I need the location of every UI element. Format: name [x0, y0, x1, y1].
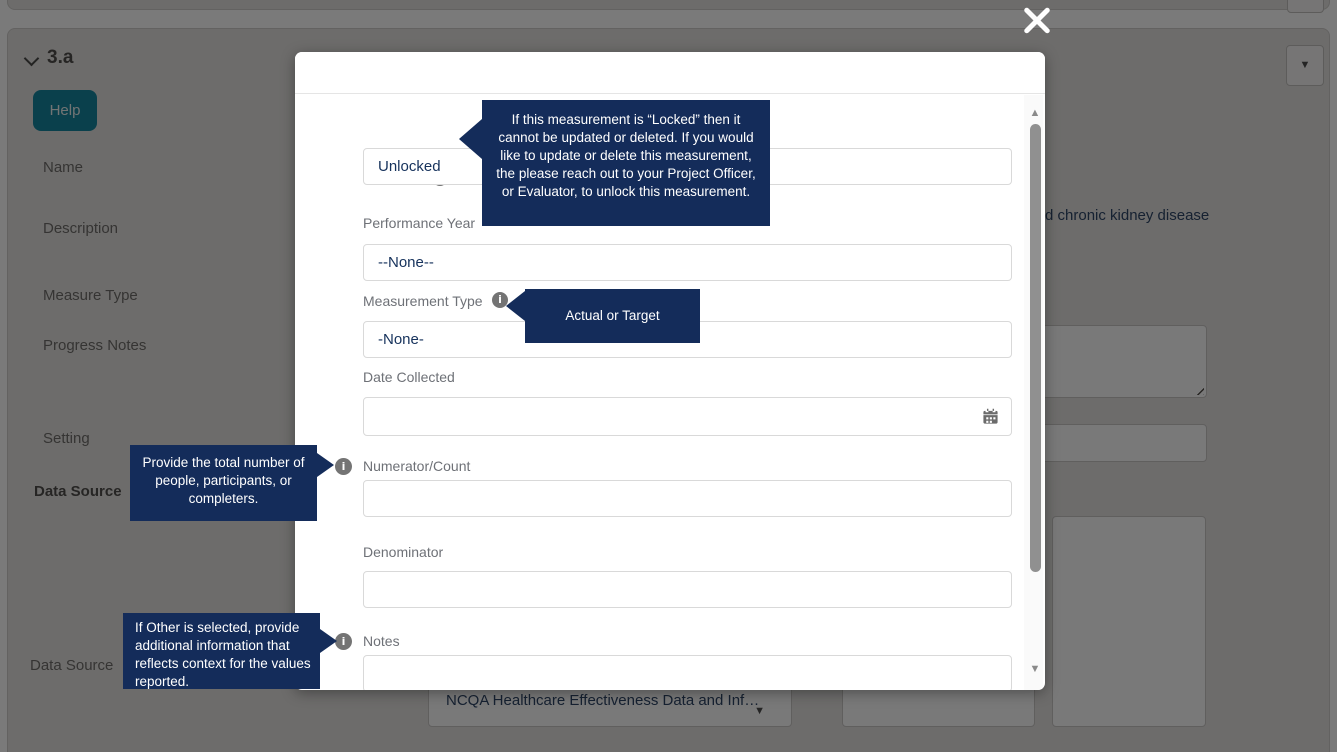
- notes-input[interactable]: [363, 655, 1012, 690]
- performance-year-input[interactable]: [363, 244, 1012, 281]
- numerator-tooltip-text: Provide the total number of people, participants, or completers.: [142, 455, 305, 506]
- modal-header: [295, 52, 1045, 94]
- numerator-count-label: Numerator/Count: [363, 458, 471, 474]
- scroll-down-icon[interactable]: ▼: [1029, 663, 1041, 675]
- notes-tooltip-text: If Other is selected, provide additional information that reflects context for the values reported.: [135, 620, 311, 689]
- measurement-type-label: Measurement Type: [363, 293, 483, 309]
- measurement-type-tooltip-text: Actual or Target: [565, 308, 660, 323]
- date-collected-label: Date Collected: [363, 369, 455, 385]
- lock-status-tooltip-text: If this measurement is “Locked” then it cannot be updated or deleted. If you would like to update or delete this measurement, the please reach out to your Project Officer, or Evaluator, to unlock this measurement.: [496, 112, 756, 199]
- denominator-label: Denominator: [363, 544, 444, 560]
- date-collected-input[interactable]: [363, 397, 1012, 436]
- numerator-count-input[interactable]: [363, 480, 1012, 517]
- numerator-tooltip: [130, 445, 317, 521]
- performance-year-label: Performance Year: [363, 215, 476, 231]
- notes-tooltip: [123, 613, 320, 689]
- calendar-icon[interactable]: [982, 408, 999, 430]
- tooltip-arrow: [320, 629, 337, 653]
- scrollbar-thumb[interactable]: [1030, 124, 1041, 572]
- info-icon[interactable]: i: [335, 458, 352, 475]
- info-icon[interactable]: i: [335, 633, 352, 650]
- denominator-input[interactable]: [363, 571, 1012, 608]
- scroll-up-icon[interactable]: ▲: [1029, 107, 1041, 119]
- info-icon[interactable]: i: [492, 292, 508, 308]
- notes-label: Notes: [363, 633, 400, 649]
- tooltip-arrow: [459, 119, 482, 159]
- tooltip-arrow: [506, 291, 525, 321]
- measurement-type-tooltip: [525, 289, 700, 343]
- close-icon[interactable]: [1020, 3, 1054, 37]
- lock-status-tooltip: [482, 100, 770, 226]
- tooltip-arrow: [317, 453, 334, 477]
